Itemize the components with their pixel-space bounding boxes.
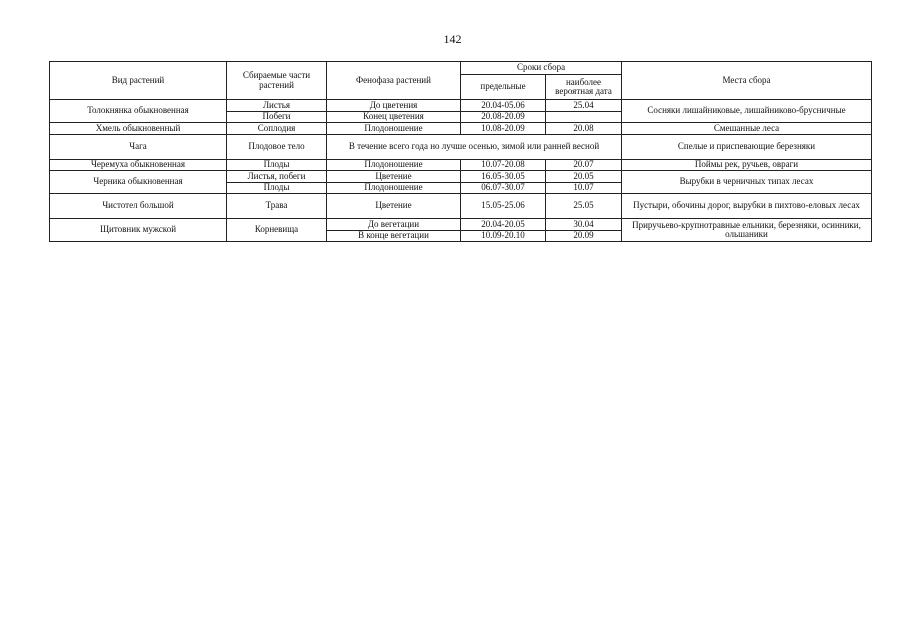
cell-places: Смешанные леса — [622, 123, 872, 135]
harvest-table — [49, 61, 872, 242]
cell-likely: 10.07 — [546, 182, 622, 194]
cell-limits: 06.07-30.07 — [461, 182, 546, 194]
table-row — [50, 123, 872, 135]
cell-phase: Цветение — [327, 171, 461, 183]
cell-likely: 20.09 — [546, 230, 622, 242]
cell-places: Поймы рек, ручьев, овраги — [622, 159, 872, 171]
table-row — [50, 100, 872, 112]
cell-likely: 25.05 — [546, 194, 622, 219]
cell-likely — [546, 111, 622, 123]
cell-species: Черника обыкновенная — [50, 171, 227, 194]
cell-places: Вырубки в черничных типах лесах — [622, 171, 872, 194]
cell-part: Листья — [227, 100, 327, 112]
header-limits: предельные — [461, 75, 546, 100]
header-phenophase: Фенофаза растений — [327, 62, 461, 100]
cell-part: Плодовое тело — [227, 134, 327, 159]
cell-limits: 10.08-20.09 — [461, 123, 546, 135]
cell-limits: 20.04-05.06 — [461, 100, 546, 112]
cell-likely: 20.08 — [546, 123, 622, 135]
cell-places: Спелые и приспевающие березняки — [622, 134, 872, 159]
cell-phase: Цветение — [327, 194, 461, 219]
header-parts: Сбираемые части растений — [227, 62, 327, 100]
cell-phase: До вегетации — [327, 219, 461, 231]
cell-limits: 16.05-30.05 — [461, 171, 546, 183]
table-row — [50, 159, 872, 171]
cell-limits: 15.05-25.06 — [461, 194, 546, 219]
cell-part: Побеги — [227, 111, 327, 123]
cell-species: Хмель обыкновенный — [50, 123, 227, 135]
cell-species: Щитовник мужской — [50, 219, 227, 242]
cell-limits: 10.09-20.10 — [461, 230, 546, 242]
cell-limits: 20.08-20.09 — [461, 111, 546, 123]
cell-likely: 20.05 — [546, 171, 622, 183]
header-species: Вид растений — [50, 62, 227, 100]
cell-limits: 20.04-20.05 — [461, 219, 546, 231]
cell-likely: 30.04 — [546, 219, 622, 231]
cell-part: Плоды — [227, 182, 327, 194]
cell-species: Толокнянка обыкновенная — [50, 100, 227, 123]
cell-phase-span: В течение всего года но лучше осенью, зимой или ранней весной — [327, 134, 622, 159]
cell-part: Плоды — [227, 159, 327, 171]
cell-part: Трава — [227, 194, 327, 219]
cell-species: Чага — [50, 134, 227, 159]
cell-places: Пустыри, обочины дорог, вырубки в пихтово-еловых лесах — [622, 194, 872, 219]
cell-part: Корневища — [227, 219, 327, 242]
table-row — [50, 134, 872, 159]
page-number: 142 — [443, 32, 462, 46]
cell-phase: Плодоношение — [327, 159, 461, 171]
cell-species: Черемуха обыкновенная — [50, 159, 227, 171]
cell-part: Листья, побеги — [227, 171, 327, 183]
header-likely: наиболее вероятная дата — [546, 75, 622, 100]
cell-phase: В конце вегетации — [327, 230, 461, 242]
cell-phase: Плодоношение — [327, 123, 461, 135]
cell-places: Сосняки лишайниковые, лишайниково-брусничные — [622, 100, 872, 123]
cell-part: Соплодия — [227, 123, 327, 135]
header-dates: Сроки сбора — [461, 62, 622, 75]
cell-limits: 10.07-20.08 — [461, 159, 546, 171]
table-row — [50, 219, 872, 231]
cell-species: Чистотел большой — [50, 194, 227, 219]
cell-phase: Плодоношение — [327, 182, 461, 194]
cell-likely: 20.07 — [546, 159, 622, 171]
cell-places: Приручьево-крупнотравные ельники, березняки, осинники, ольшаники — [622, 219, 872, 242]
header-places: Места сбора — [622, 62, 872, 100]
cell-phase: Конец цветения — [327, 111, 461, 123]
cell-likely: 25.04 — [546, 100, 622, 112]
table-row — [50, 171, 872, 183]
table-row — [50, 194, 872, 219]
cell-phase: До цветения — [327, 100, 461, 112]
